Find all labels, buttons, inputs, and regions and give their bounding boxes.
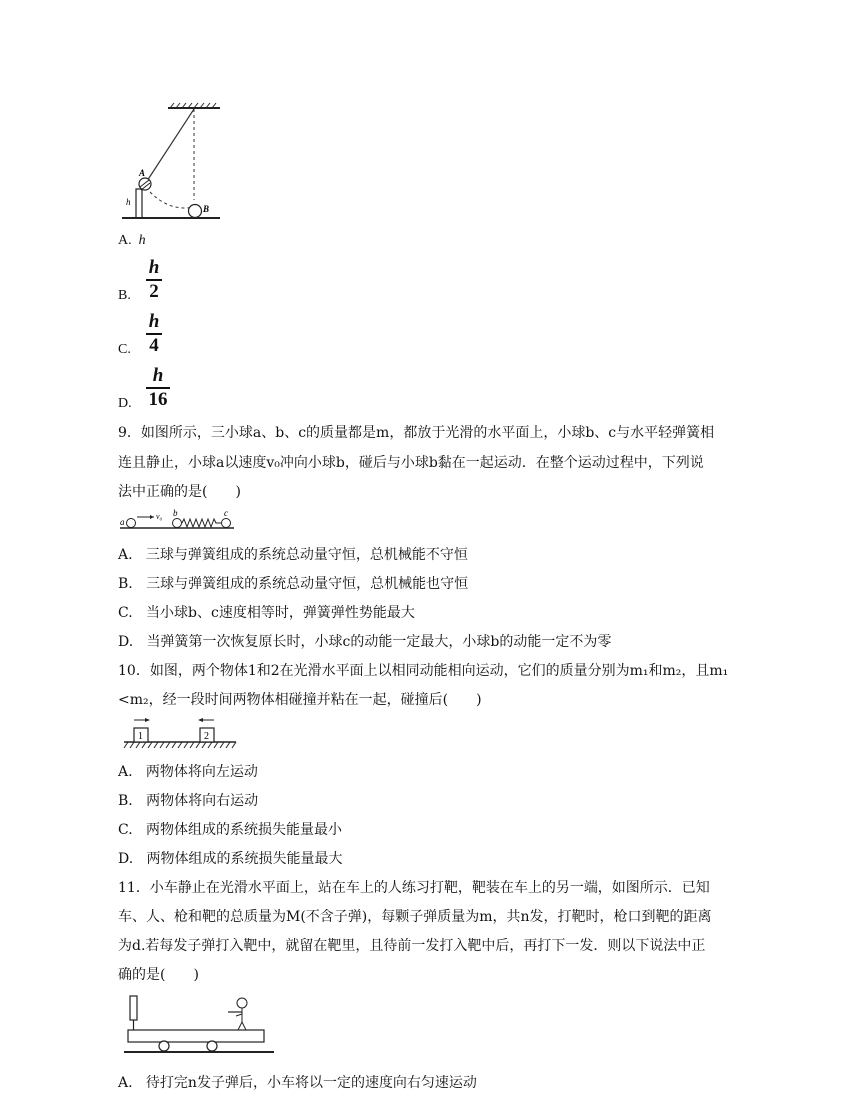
two-blocks-figure — [120, 716, 238, 752]
q10-option-d: D. 两物体组成的系统损失能量最大 — [118, 851, 343, 867]
q9-option-d: D. 当弹簧第一次恢复原长时，小球c的动能一定最大，小球b的动能一定不为零 — [118, 634, 612, 650]
cart-target-figure — [120, 990, 276, 1058]
q9-option-b: B. 三球与弹簧组成的系统总动量守恒，总机械能也守恒 — [118, 576, 469, 592]
q10-option-a: A. 两物体将向左运动 — [118, 764, 258, 780]
q11-stem-line-3: 为d.若每发子弹打入靶中，就留在靶里，且待前一发打入靶中后，再打下一发．则以下说法中正 — [118, 938, 706, 954]
q8-option-d-label: D. — [118, 396, 132, 411]
q11-stem-line-1: 11．小车静止在光滑水平面上，站在车上的人练习打靶，靶装在车上的另一端，如图所示．已知 — [118, 880, 710, 896]
q11-option-a: A. 待打完n发子弹后，小车将以一定的速度向右匀速运动 — [118, 1075, 477, 1091]
label-a: a — [120, 517, 125, 527]
q8-option-d-fraction: h 16 — [146, 366, 170, 410]
q8-option-b-label: B. — [118, 288, 131, 303]
q8-option-c-label: C. — [118, 342, 131, 357]
q10-option-c: C. 两物体组成的系统损失能量最小 — [118, 822, 343, 838]
label-h: h — [126, 197, 131, 207]
label-b: b — [173, 508, 178, 518]
spring-balls-figure — [118, 507, 236, 531]
q9-option-c: C. 当小球b、c速度相等时，弹簧弹性势能最大 — [118, 605, 415, 621]
q8-option-b-fraction: h 2 — [146, 258, 162, 302]
q8-option-a: A. h — [118, 233, 146, 248]
q10-stem-line-2: <m₂，经一段时间两物体相碰撞并粘在一起，碰撞后( ) — [118, 692, 482, 708]
pendulum-figure — [118, 100, 228, 224]
q9-stem-line-1: 9．如图所示，三小球a、b、c的质量都是m，都放于光滑的水平面上，小球b、c与水平轻弹簧相 — [118, 425, 715, 441]
label-v0: v₀ — [156, 512, 163, 521]
q11-stem-line-4: 确的是( ) — [118, 967, 199, 983]
q8-option-a-value: h — [138, 233, 146, 248]
q9-stem-line-2: 连且静止，小球a以速度v₀冲向小球b，碰后与小球b黏在一起运动．在整个运动过程中，下列说 — [118, 455, 704, 471]
q9-stem-line-3: 法中正确的是( ) — [118, 484, 241, 500]
label-b: B — [203, 204, 210, 214]
block-1-label: 1 — [138, 731, 143, 742]
q10-option-b: B. 两物体将向右运动 — [118, 793, 259, 809]
label-a: A — [139, 168, 146, 178]
label-c: c — [224, 508, 228, 518]
q9-option-a: A. 三球与弹簧组成的系统总动量守恒，总机械能不守恒 — [118, 547, 468, 563]
block-2-label: 2 — [204, 731, 209, 742]
q11-stem-line-2: 车、人、枪和靶的总质量为M(不含子弹)，每颗子弹质量为m，共n发，打靶时，枪口到靶的距离 — [118, 909, 712, 925]
q10-stem-line-1: 10．如图，两个物体1和2在光滑水平面上以相同动能相向运动，它们的质量分别为m₁和m₂，且m₁ — [118, 663, 729, 679]
q8-option-c-fraction: h 4 — [146, 312, 162, 356]
